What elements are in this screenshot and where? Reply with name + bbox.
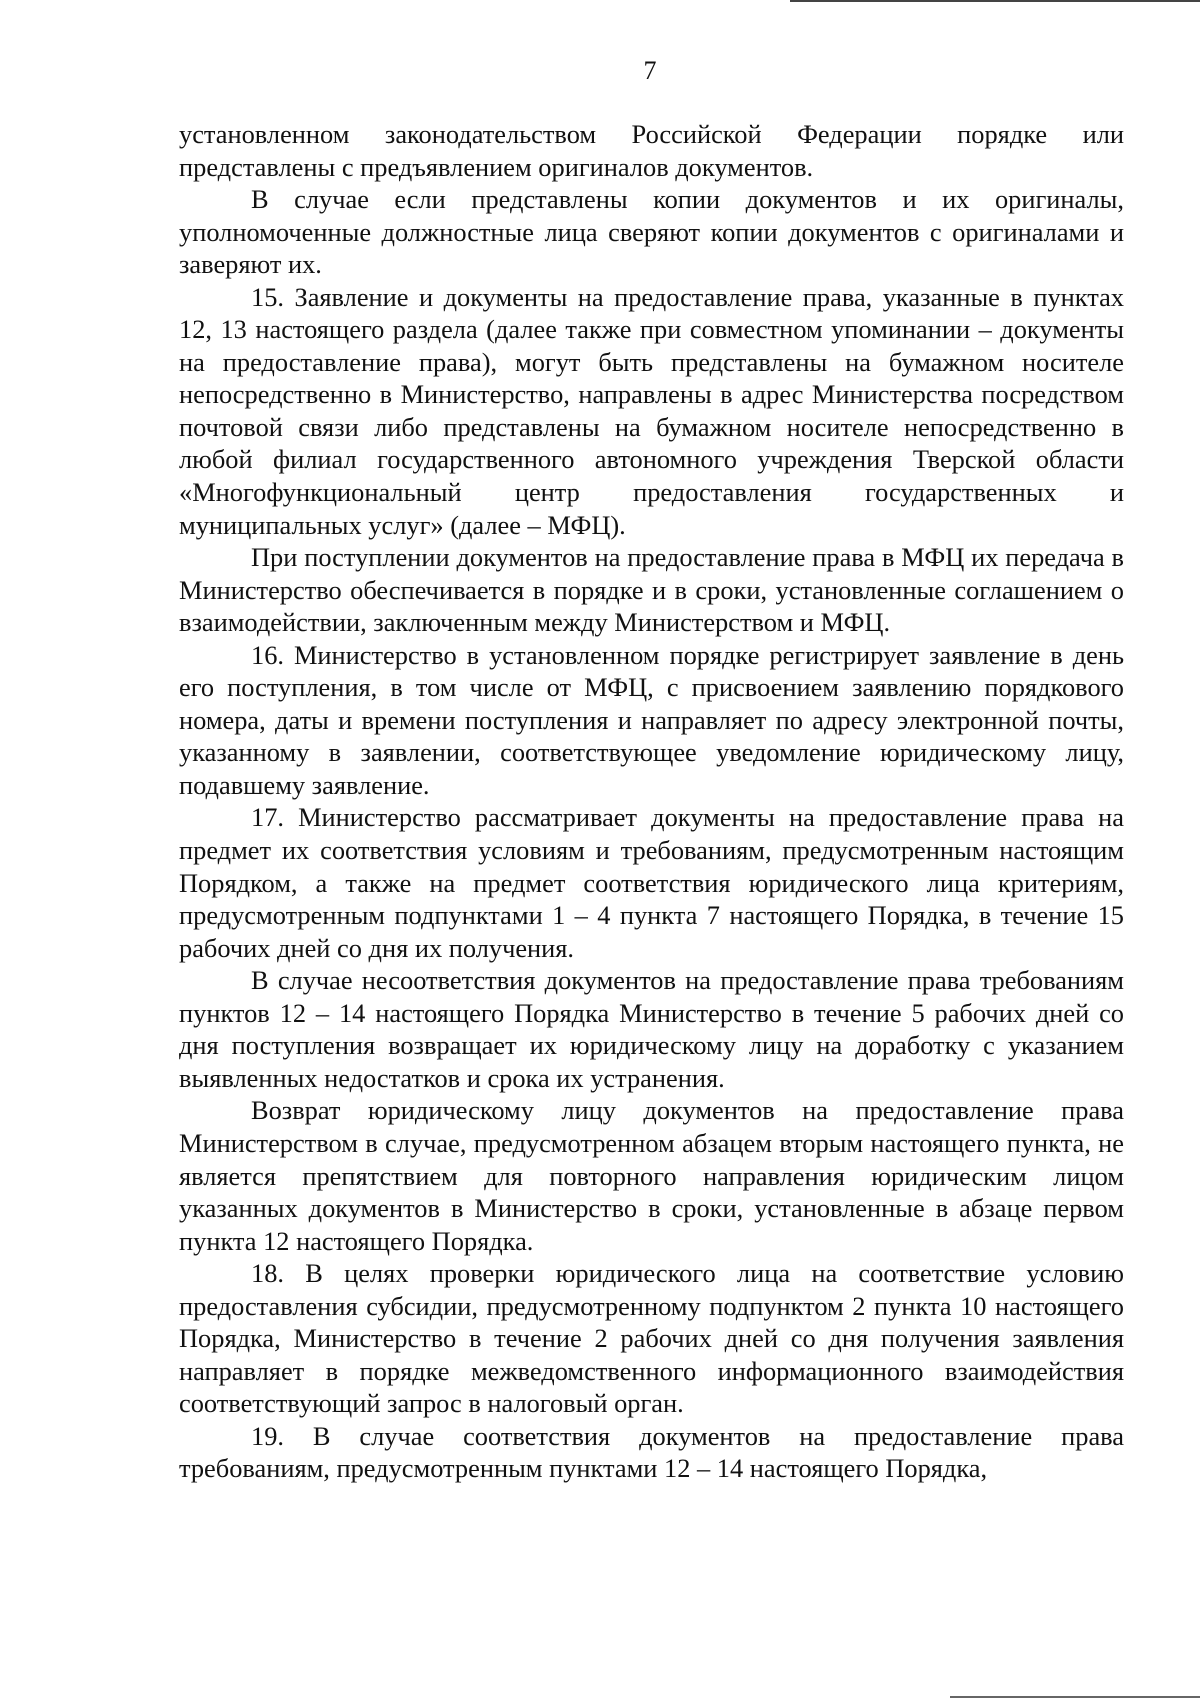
paragraph-item-19: 19. В случае соответствия документов на предоставление права требованиям, предусмотренным пунктами 12 – 14 настоящего Порядка, <box>179 1420 1124 1484</box>
paragraph-return: Возврат юридическому лицу документов на предоставление права Министерством в случае, предусмотренном абзацем вторым настоящего пункта, не является препятствием для повторного направления юридическим лицом указанных документов в Министерство в сроки, установленные в абзаце первом пункта 12 настоящего Порядка. <box>179 1095 1124 1256</box>
paragraph-mfc-transfer: При поступлении документов на предоставление права в МФЦ их передача в Министерство обеспечивается в порядке и в сроки, установленные соглашением о взаимодействии, заключенным между Министерством и МФЦ. <box>179 542 1124 638</box>
paragraph-nonconformity: В случае несоответствия документов на предоставление права требованиям пунктов 12 – 14 настоящего Порядка Министерство в течение 5 рабочих дней со дня поступления возвращает их юридическому лицу на доработку с указанием выявленных недостатков и срока их устранения. <box>179 965 1124 1093</box>
paragraph-item-18: 18. В целях проверки юридического лица на соответствие условию предоставления субсидии, предусмотренному подпунктом 2 пункта 10 настоящего Порядка, Министерство в течение 2 рабочих дней со дня получения заявления направляет в порядке межведомственного информационного взаимодействия соответствующий запрос в налоговый орган. <box>179 1258 1124 1419</box>
paragraph-continuation: установленном законодательством Российской Федерации порядке или представлены с предъявлением оригиналов документов. <box>179 119 1124 182</box>
top-edge-line <box>790 0 1200 2</box>
paragraph-item-15: 15. Заявление и документы на предоставление права, указанные в пунктах 12, 13 настоящего раздела (далее также при совместном упоминании – документы на предоставление права), могут быть представлены на бумажном носителе непосредственно в Министерство, направлены в адрес Министерства посредством почтовой связи либо представлены на бумажном носителе непосредственно в любой филиал государственного автономного учреждения Тверской области «Многофункциональный центр предоставления государственных и муниципальных услуг» (далее – МФЦ). <box>179 281 1124 540</box>
paragraph-copies-check: В случае если представлены копии документов и их оригиналы, уполномоченные должностные лица сверяют копии документов с оригиналами и заверяют их. <box>179 184 1124 280</box>
page-number: 7 <box>643 56 657 85</box>
document-body <box>179 118 1124 1485</box>
paragraph-item-17: 17. Министерство рассматривает документы на предоставление права на предмет их соответствия условиям и требованиям, предусмотренным настоящим Порядком, а также на предмет соответствия юридического лица критериям, предусмотренным подпунктами 1 – 4 пункта 7 настоящего Порядка, в течение 15 рабочих дней со дня их получения. <box>179 802 1124 963</box>
paragraph-item-16: 16. Министерство в установленном порядке регистрирует заявление в день его поступления, в том числе от МФЦ, с присвоением заявлению порядкового номера, даты и времени поступления и направляет по адресу электронной почты, указанному в заявлении, соответствующее уведомление юридическому лицу, подавшему заявление. <box>179 639 1124 800</box>
